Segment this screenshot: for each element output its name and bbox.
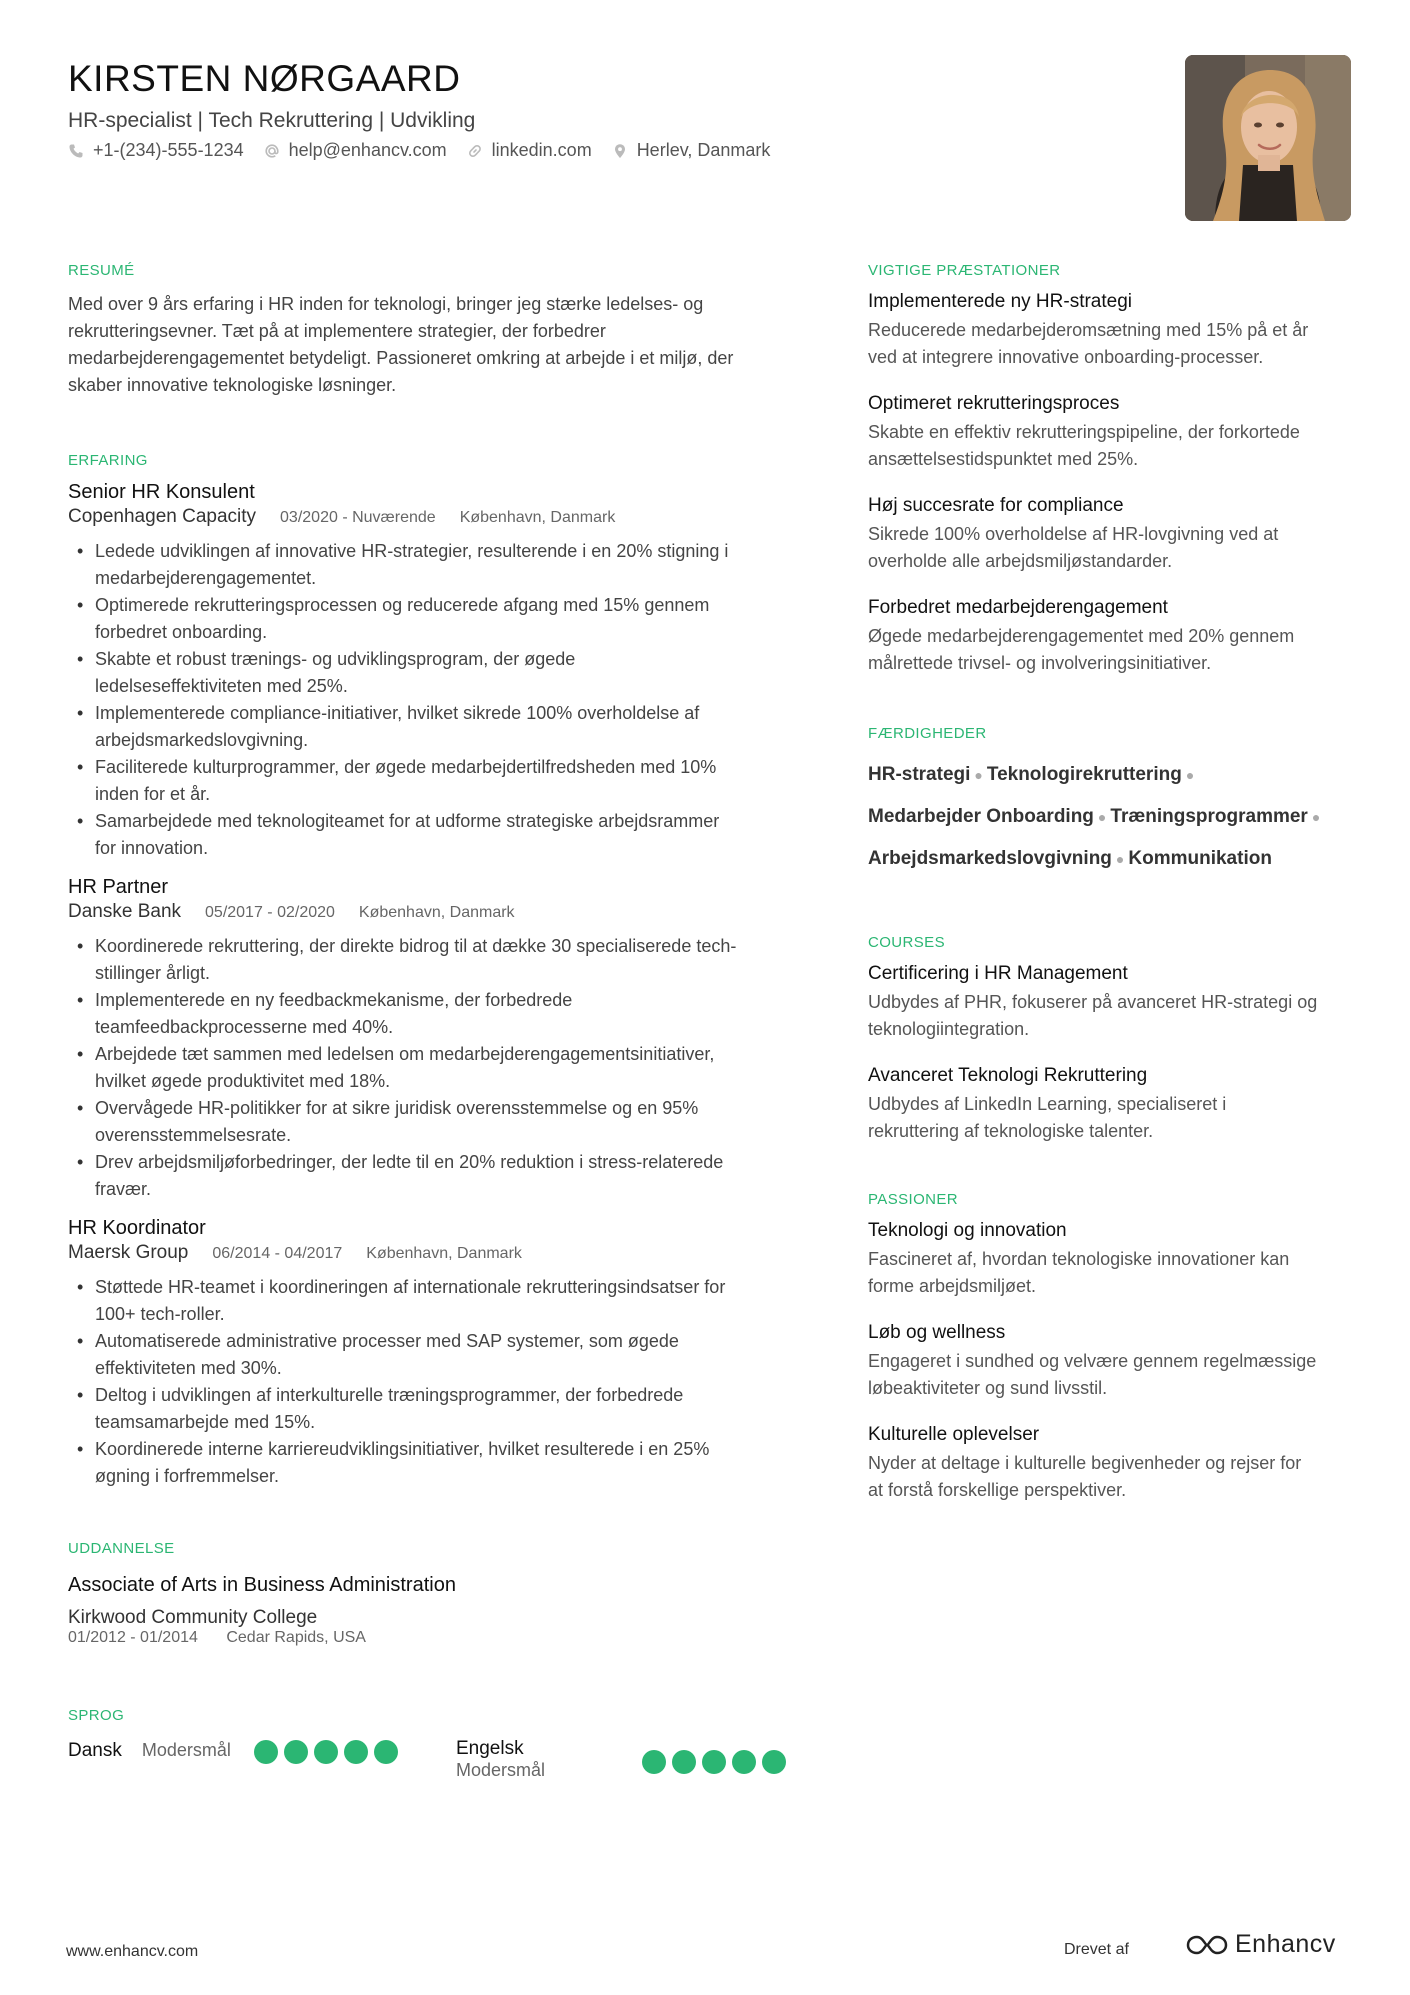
at-icon xyxy=(264,143,280,159)
rating-dot xyxy=(254,1740,278,1764)
skill-tag: Medarbejder Onboarding xyxy=(868,806,1094,827)
skill-tag: Arbejdsmarkedslovgivning xyxy=(868,848,1112,869)
job-location: København, Danmark xyxy=(459,509,616,526)
passion-title: Teknologi og innovation xyxy=(868,1220,1067,1241)
education-heading: UDDANNELSE xyxy=(68,1540,175,1557)
contact-phone[interactable] xyxy=(68,140,244,161)
job-entry xyxy=(68,1217,798,1490)
summary-line: rekrutteringsevner. Tæt på at implementere strategier, der forbedrer xyxy=(68,321,606,341)
skill-line xyxy=(868,796,1358,838)
job-company: Copenhagen Capacity xyxy=(68,506,257,527)
languages-heading: SPROG xyxy=(68,1707,125,1724)
summary-text xyxy=(68,291,798,399)
language-item xyxy=(456,1738,545,1781)
achievement-title: Implementerede ny HR-strategi xyxy=(868,291,1132,312)
rating-dot xyxy=(702,1750,726,1774)
language-level: Modersmål xyxy=(456,1760,546,1780)
job-bullets xyxy=(68,933,798,1203)
achievement-desc: Sikrede 100% overholdelse af HR-lovgivning ved at overholde alle arbejdsmiljøstandarder. xyxy=(868,524,1279,571)
passion-title: Kulturelle oplevelser xyxy=(868,1424,1040,1445)
job-dates: 05/2017 - 02/2020 xyxy=(205,904,335,921)
passions-heading: PASSIONER xyxy=(868,1191,959,1208)
rating-dot xyxy=(762,1750,786,1774)
summary-heading: RESUMÉ xyxy=(68,262,135,279)
job-bullet: • Implementerede compliance-initiativer, hvilket sikrede 100% overholdelse af arbejdsmarkedslovgivning. xyxy=(68,700,798,754)
passion-desc: Fascineret af, hvordan teknologiske innovationer kan forme arbejdsmiljøet. xyxy=(868,1249,1290,1296)
contact-bar xyxy=(68,140,790,161)
summary-line: skaber innovative teknologiske løsninger. xyxy=(68,375,397,395)
contact-location xyxy=(612,140,771,161)
job-bullet: • Optimerede rekrutteringsprocessen og reducerede afgang med 15% gennem forbedret onboarding. xyxy=(68,592,798,646)
course-item xyxy=(868,963,1358,1043)
rating-dot xyxy=(344,1740,368,1764)
job-bullet: • Samarbejdede med teknologiteamet for at udforme strategiske arbejdsrammer for innovation. xyxy=(68,808,798,862)
job-location: København, Danmark xyxy=(358,904,515,921)
separator-dot: ● xyxy=(1185,767,1195,783)
rating-dot xyxy=(314,1740,338,1764)
language-level: Modersmål xyxy=(141,1740,231,1760)
job-bullet: • Automatiserede administrative processer med SAP systemer, som øgede effektiviteten med 30%. xyxy=(68,1328,798,1382)
candidate-name: KIRSTEN NØRGAARD xyxy=(68,58,461,99)
language-item xyxy=(68,1740,231,1762)
course-item xyxy=(868,1065,1358,1145)
rating-dot xyxy=(284,1740,308,1764)
achievement-item xyxy=(868,597,1358,677)
job-bullet: • Støttede HR-teamet i koordineringen af internationale rekrutteringsindsatser for 100+ tech-roller. xyxy=(68,1274,798,1328)
job-bullet: • Deltog i udviklingen af interkulturelle træningsprogrammer, der forbedrede teamsamarbejde med 15%. xyxy=(68,1382,798,1436)
summary-line: medarbejderengagementet betydeligt. Passioneret omkring at arbejde i et miljø, der xyxy=(68,348,734,368)
courses-section xyxy=(868,934,1358,1145)
logo-text: Enhancv xyxy=(1235,1930,1336,1958)
enhancv-logo[interactable] xyxy=(1185,1930,1336,1959)
infinity-logo-icon xyxy=(1185,1932,1229,1958)
job-bullets xyxy=(68,1274,798,1490)
job-title: HR Partner xyxy=(68,876,169,898)
job-entry xyxy=(68,876,798,1203)
left-column xyxy=(68,262,798,1788)
job-bullet: • Skabte et robust trænings- og udviklingsprogram, der øgede ledelseseffektiviteten med 25%. xyxy=(68,646,798,700)
course-title: Avanceret Teknologi Rekruttering xyxy=(868,1065,1148,1086)
job-bullet: • Overvågede HR-politikker for at sikre juridisk overensstemmelse og en 95% overensstemmelsesrate. xyxy=(68,1095,798,1149)
rating-dot xyxy=(732,1750,756,1774)
languages-list xyxy=(68,1738,798,1788)
course-desc: Udbydes af LinkedIn Learning, specialiseret i rekruttering af teknologiske talenter. xyxy=(868,1094,1227,1141)
candidate-headline: HR-specialist | Tech Rekruttering | Udvikling xyxy=(68,109,476,132)
job-bullet: • Arbejdede tæt sammen med ledelsen om medarbejderengagementsinitiativer, hvilket øgede produktivitet med 18%. xyxy=(68,1041,798,1095)
achievement-item xyxy=(868,291,1358,371)
skill-tag: Træningsprogrammer xyxy=(1110,806,1308,827)
language-rating xyxy=(642,1750,792,1774)
language-rating xyxy=(254,1740,404,1764)
contact-email[interactable] xyxy=(264,140,447,161)
job-title: Senior HR Konsulent xyxy=(68,481,255,503)
passions-section xyxy=(868,1191,1358,1504)
achievements-section xyxy=(868,262,1358,677)
rating-dot xyxy=(672,1750,696,1774)
job-bullet: • Faciliterede kulturprogrammer, der øgede medarbejdertilfredsheden med 10% inden for et år. xyxy=(68,754,798,808)
job-meta xyxy=(68,1242,798,1264)
right-column xyxy=(868,262,1358,1504)
job-company: Danske Bank xyxy=(68,901,182,922)
education-degree: Associate of Arts in Business Administration xyxy=(68,1574,456,1596)
job-dates: 03/2020 - Nuværende xyxy=(280,509,436,526)
job-title: HR Koordinator xyxy=(68,1217,206,1239)
passion-item xyxy=(868,1220,1358,1300)
passion-item xyxy=(868,1322,1358,1402)
language-name: Dansk xyxy=(68,1740,122,1761)
link-icon xyxy=(467,143,483,159)
skills-heading: FÆRDIGHEDER xyxy=(868,725,987,742)
summary-line: Med over 9 års erfaring i HR inden for teknologi, bringer jeg stærke ledelses- og xyxy=(68,294,704,314)
experience-section xyxy=(68,452,798,1490)
passion-item xyxy=(868,1424,1358,1504)
skills-list xyxy=(868,754,1358,880)
footer-url[interactable]: www.enhancv.com xyxy=(66,1943,199,1960)
job-meta xyxy=(68,506,798,528)
portrait-image xyxy=(1185,55,1351,221)
education-section xyxy=(68,1540,798,1647)
skill-tag: HR-strategi xyxy=(868,764,971,785)
job-bullet: • Koordinerede rekruttering, der direkte bidrog til at dække 30 specialiserede tech- stillinger årligt. xyxy=(68,933,798,987)
achievement-desc: Øgede medarbejderengagementet med 20% gennem målrettede trivsel- og involveringsinitiativer. xyxy=(868,626,1295,673)
achievement-desc: Skabte en effektiv rekrutteringspipeline, der forkortede ansættelsestidspunktet med 25%. xyxy=(868,422,1300,469)
passion-desc: Nyder at deltage i kulturelle begivenheder og rejser for at forstå forskellige perspektiver. xyxy=(868,1453,1302,1500)
job-bullet: • Drev arbejdsmiljøforbedringer, der ledte til en 20% reduktion i stress-relaterede fravær. xyxy=(68,1149,798,1203)
separator-dot: ● xyxy=(1115,851,1125,867)
achievement-item xyxy=(868,393,1358,473)
location-text: Herlev, Danmark xyxy=(636,140,771,160)
experience-heading: ERFARING xyxy=(68,452,148,469)
phone-icon xyxy=(68,143,84,159)
skill-tag: Teknologirekruttering xyxy=(986,764,1182,785)
achievement-title: Optimeret rekrutteringsproces xyxy=(868,393,1120,414)
rating-dot xyxy=(374,1740,398,1764)
education-meta xyxy=(68,1629,798,1647)
skill-line xyxy=(868,754,1358,796)
rating-dot xyxy=(642,1750,666,1774)
language-name: Engelsk xyxy=(456,1738,524,1759)
education-dates: 01/2012 - 01/2014 xyxy=(68,1629,198,1646)
skill-tag: Kommunikation xyxy=(1128,848,1272,869)
passion-desc: Engageret i sundhed og velvære gennem regelmæssige løbeaktiviteter og sund livsstil. xyxy=(868,1351,1317,1398)
education-location: Cedar Rapids, USA xyxy=(226,1629,366,1646)
job-bullet: • Implementerede en ny feedbackmekanisme, der forbedrede teamfeedbackprocesserne med 40%. xyxy=(68,987,798,1041)
skills-section xyxy=(868,725,1358,880)
profile-photo xyxy=(1185,55,1351,221)
courses-heading: COURSES xyxy=(868,934,945,951)
achievements-heading: VIGTIGE PRÆSTATIONER xyxy=(868,262,1061,279)
contact-linkedin[interactable] xyxy=(467,140,592,161)
achievement-title: Forbedret medarbejderengagement xyxy=(868,597,1168,618)
job-dates: 06/2014 - 04/2017 xyxy=(212,1245,343,1262)
separator-dot: ● xyxy=(1097,809,1107,825)
phone-text: +1-(234)-555-1234 xyxy=(93,140,244,160)
achievement-title: Høj succesrate for compliance xyxy=(868,495,1124,516)
job-bullet: • Koordinerede interne karriereudviklingsinitiativer, hvilket resulterede i en 25% øgning i forfremmelser. xyxy=(68,1436,798,1490)
job-company: Maersk Group xyxy=(68,1242,189,1263)
passion-title: Løb og wellness xyxy=(868,1322,1006,1343)
separator-dot: ● xyxy=(1311,809,1321,825)
footer-powered-by: Drevet af xyxy=(1064,1941,1129,1958)
job-entry xyxy=(68,481,798,862)
course-desc: Udbydes af PHR, fokuserer på avanceret HR-strategi og teknologiintegration. xyxy=(868,992,1318,1039)
summary-section xyxy=(68,262,798,399)
job-location: København, Danmark xyxy=(366,1245,522,1262)
achievement-desc: Reducerede medarbejderomsætning med 15% på et år ved at integrere innovative onboarding-processer. xyxy=(868,320,1309,367)
achievement-item xyxy=(868,495,1358,575)
course-title: Certificering i HR Management xyxy=(868,963,1128,984)
job-bullets xyxy=(68,538,798,862)
languages-section xyxy=(68,1707,798,1788)
linkedin-text: linkedin.com xyxy=(491,140,592,160)
job-bullet: • Ledede udviklingen af innovative HR-strategier, resulterende i en 20% stigning i medarbejderengagementet. xyxy=(68,538,798,592)
separator-dot: ● xyxy=(974,767,983,783)
location-pin-icon xyxy=(612,143,628,159)
job-meta xyxy=(68,901,798,923)
education-school: Kirkwood Community College xyxy=(68,1607,318,1628)
skill-line xyxy=(868,838,1358,880)
email-text: help@enhancv.com xyxy=(288,140,447,160)
